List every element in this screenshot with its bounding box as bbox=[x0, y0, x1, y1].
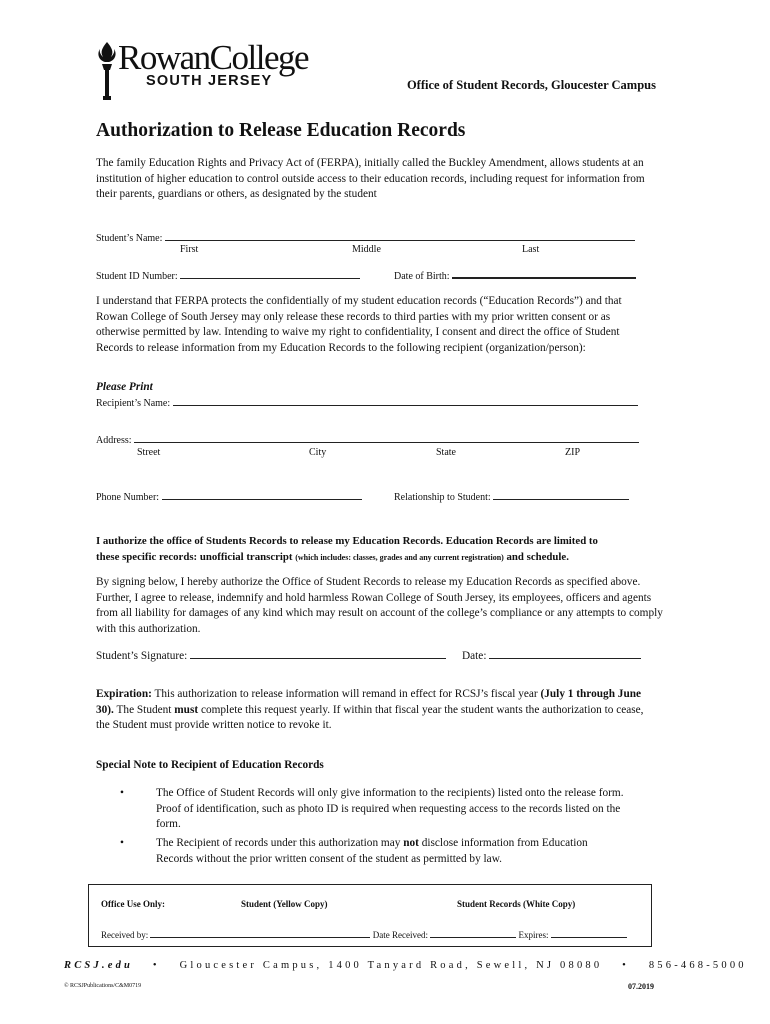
bullet-icon: • bbox=[120, 837, 124, 849]
special-note-text-2a: The Recipient of records under this authorization may bbox=[156, 837, 401, 849]
state-caption: State bbox=[436, 447, 456, 458]
special-note-heading: Special Note to Recipient of Education Records bbox=[96, 759, 324, 771]
received-by-line[interactable] bbox=[150, 929, 370, 938]
bullet-icon: • bbox=[120, 787, 124, 799]
date-received-label: Date Received: bbox=[372, 930, 428, 940]
footer-contact bbox=[64, 960, 747, 971]
student-name-label: Student’s Name: bbox=[96, 233, 163, 244]
city-caption: City bbox=[309, 447, 327, 458]
phone-line[interactable] bbox=[162, 490, 362, 500]
office-use-label: Office Use Only: bbox=[101, 899, 165, 909]
recipient-name-label: Recipient’s Name: bbox=[96, 398, 171, 409]
expiration-paragraph bbox=[96, 687, 658, 734]
signature-line[interactable] bbox=[190, 648, 446, 659]
special-note-text-1: The Office of Student Records will only give information to the recipients) listed onto the release form. Proof of identification, such as photo ID is required when requesting access to the records listed on the form. bbox=[156, 787, 624, 831]
authorize-includes: (which includes: classes, grades and any current registration) bbox=[295, 552, 504, 562]
address-label: Address: bbox=[96, 435, 132, 446]
office-heading: Office of Student Records, Gloucester Campus bbox=[406, 78, 656, 92]
student-id-field bbox=[96, 269, 360, 282]
address-line[interactable] bbox=[134, 433, 639, 443]
relationship-label: Relationship to Student: bbox=[394, 492, 491, 503]
expiration-text-1: This authorization to release information will remand in effect for RCSJ’s fiscal year bbox=[154, 688, 538, 700]
logo-name: RowanCollege bbox=[118, 38, 309, 77]
special-note-item-1 bbox=[120, 786, 640, 834]
signature-label: Student’s Signature: bbox=[96, 650, 188, 662]
student-id-label: Student ID Number: bbox=[96, 271, 178, 282]
office-use-box bbox=[88, 884, 652, 947]
signature-date-label: Date: bbox=[462, 650, 487, 662]
expiration-must: must bbox=[174, 703, 199, 716]
expiration-fiscal-year: (July 1 through June 30). bbox=[96, 688, 642, 716]
ferpa-consent-paragraph: I understand that FERPA protects the confidentially of my student education records (“Education Records”) and that Rowan College of South Jersey may only release these records to third parties with my prior written consent or as otherwise permitted by law. Intending to waive my right to confidentiality, I consent and direct the office of Student Records to release information from my Education Records to the following recipient (organization/person): bbox=[96, 295, 622, 354]
phone-label: Phone Number: bbox=[96, 492, 160, 503]
footer-address: Gloucester Campus, 1400 Tanyard Road, Sewell, NJ 08080 bbox=[179, 960, 603, 971]
authorize-line-1: I authorize the office of Students Records to release my Education Records. Education Records are limited to bbox=[96, 535, 598, 547]
recipient-name-line[interactable] bbox=[173, 396, 638, 406]
expiration-text-3: complete this request yearly. If within that fiscal year the student wants the authorization to cease, the Student must provide written notice to revoke it. bbox=[96, 703, 644, 732]
signature-date-field bbox=[462, 648, 641, 662]
recipient-name-field bbox=[96, 396, 638, 409]
white-copy-label: Student Records (White Copy) bbox=[457, 899, 576, 909]
yellow-copy-label: Student (Yellow Copy) bbox=[241, 899, 328, 909]
expiration-label: Expiration: bbox=[96, 688, 152, 700]
received-by-field bbox=[101, 929, 627, 940]
dob-line[interactable] bbox=[452, 269, 636, 279]
date-received-line[interactable] bbox=[430, 929, 516, 938]
footer-phone: 856-468-5000 bbox=[648, 960, 747, 971]
authorize-schedule: and schedule. bbox=[506, 550, 569, 563]
dob-field bbox=[394, 269, 636, 282]
special-note-item-2 bbox=[120, 836, 640, 868]
expires-line[interactable] bbox=[551, 929, 627, 938]
address-field bbox=[96, 433, 639, 446]
authorize-statement bbox=[96, 534, 656, 565]
signing-paragraph: By signing below, I hereby authorize the Office of Student Records to release my Education Records as specified above. Further, I agree to release, indemnify and hold harmless Rowan College of South Jersey, its employees, officers and agents from all liability for damages of any kind which may result on account of the college’s compliance or any attempts to comply with this authorization. bbox=[96, 576, 663, 635]
footer-separator-icon: • bbox=[152, 960, 160, 971]
student-name-field bbox=[96, 231, 635, 244]
expiration-text-2: The Student bbox=[116, 703, 172, 716]
middle-caption: Middle bbox=[352, 244, 381, 255]
footer-website: RCSJ.edu bbox=[64, 960, 134, 971]
student-name-line[interactable] bbox=[165, 231, 635, 241]
intro-paragraph: The family Education Rights and Privacy Act of (FERPA), initially called the Buckley Amendment, allows students at an institution of higher education to control outside access to their education records, including request for information from their parents, guardians or others, as designated by the student bbox=[96, 157, 645, 201]
signature-date-line[interactable] bbox=[489, 648, 641, 659]
relationship-field bbox=[394, 490, 629, 503]
please-print-label: Please Print bbox=[96, 381, 153, 393]
first-caption: First bbox=[180, 244, 199, 255]
torch-icon bbox=[96, 40, 118, 102]
page-title: Authorization to Release Education Records bbox=[96, 120, 466, 141]
zip-caption: ZIP bbox=[565, 447, 580, 458]
special-note-text-2b: disclose information from Education Records without the prior written consent of the student as permitted by law. bbox=[156, 837, 588, 865]
street-caption: Street bbox=[137, 447, 161, 458]
special-note-text-2 bbox=[156, 836, 626, 867]
authorize-records: these specific records: unofficial transcript bbox=[96, 550, 293, 563]
student-id-line[interactable] bbox=[180, 269, 360, 279]
footer-copyright: © RCSJPublications/C&M0719 bbox=[64, 983, 142, 989]
signature-field bbox=[96, 648, 446, 662]
special-note-not: not bbox=[403, 837, 419, 849]
footer-date: 07.2019 bbox=[628, 982, 654, 991]
footer-separator-icon: • bbox=[622, 960, 630, 971]
dob-label: Date of Birth: bbox=[394, 271, 450, 282]
expires-label: Expires: bbox=[518, 930, 549, 940]
last-caption: Last bbox=[522, 244, 540, 255]
received-by-label: Received by: bbox=[101, 930, 149, 940]
relationship-line[interactable] bbox=[493, 490, 629, 500]
phone-field bbox=[96, 490, 362, 503]
logo-subtitle: SOUTH JERSEY bbox=[146, 73, 273, 89]
college-logo bbox=[96, 40, 316, 102]
